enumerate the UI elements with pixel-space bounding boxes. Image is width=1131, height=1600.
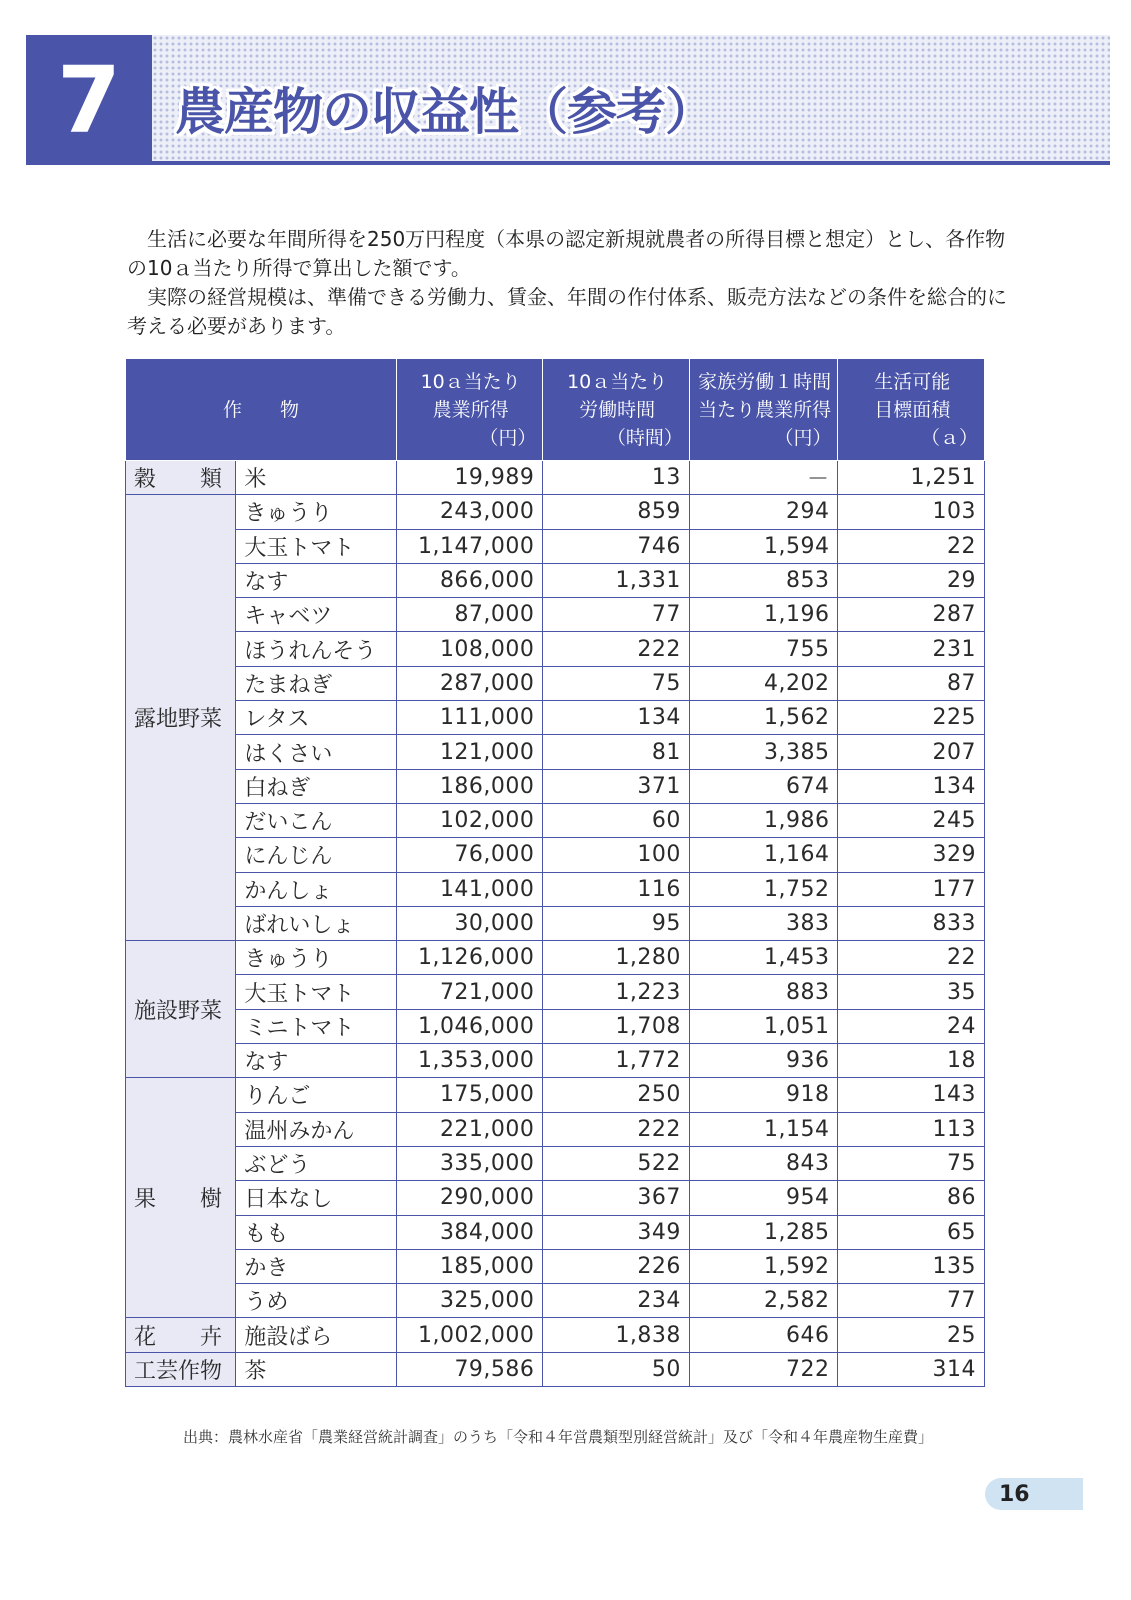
crop-name-cell: 大玉トマト <box>236 975 397 1009</box>
table-row <box>126 563 985 597</box>
table-body <box>126 461 985 1387</box>
income-per-hour-cell: 3,385 <box>689 735 838 769</box>
crop-name-cell: だいこん <box>236 803 397 837</box>
crop-name-cell: かき <box>236 1249 397 1283</box>
target-area-cell: 113 <box>838 1112 985 1146</box>
target-area-cell: 35 <box>838 975 985 1009</box>
income-cell: 290,000 <box>396 1181 543 1215</box>
crop-name-cell: なす <box>236 563 397 597</box>
crop-name-cell: 施設ばら <box>236 1318 397 1352</box>
header-hours <box>543 359 690 461</box>
crop-name-cell: ほうれんそう <box>236 632 397 666</box>
target-area-cell: 134 <box>838 769 985 803</box>
header-area-line2: 目標面積 <box>874 398 951 421</box>
target-area-cell: 25 <box>838 1318 985 1352</box>
header-perhour-unit: （円） <box>774 426 832 449</box>
target-area-cell: 87 <box>838 666 985 700</box>
income-per-hour-cell: 1,453 <box>689 941 838 975</box>
crop-name-cell: ぶどう <box>236 1146 397 1180</box>
page-number: 16 <box>985 1478 1083 1510</box>
header-rule <box>26 161 1110 165</box>
hours-cell: 1,331 <box>543 563 690 597</box>
target-area-cell: 22 <box>838 529 985 563</box>
target-area-cell: 77 <box>838 1284 985 1318</box>
crop-name-cell: レタス <box>236 701 397 735</box>
income-per-hour-cell: 936 <box>689 1044 838 1078</box>
income-cell: 221,000 <box>396 1112 543 1146</box>
income-cell: 1,126,000 <box>396 941 543 975</box>
hours-cell: 222 <box>543 1112 690 1146</box>
hours-cell: 522 <box>543 1146 690 1180</box>
category-cell: 施設野菜 <box>126 941 236 1078</box>
income-cell: 287,000 <box>396 666 543 700</box>
target-area-cell: 287 <box>838 598 985 632</box>
income-per-hour-cell: 1,196 <box>689 598 838 632</box>
hours-cell: 859 <box>543 495 690 529</box>
income-cell: 121,000 <box>396 735 543 769</box>
income-cell: 721,000 <box>396 975 543 1009</box>
income-per-hour-cell: 853 <box>689 563 838 597</box>
crop-name-cell: たまねぎ <box>236 666 397 700</box>
crop-name-cell: なす <box>236 1044 397 1078</box>
crop-name-cell: ミニトマト <box>236 1009 397 1043</box>
income-per-hour-cell: 722 <box>689 1352 838 1386</box>
table-row <box>126 1249 985 1283</box>
header-hours-line2: 労働時間 <box>579 398 656 421</box>
hours-cell: 81 <box>543 735 690 769</box>
hours-cell: 60 <box>543 803 690 837</box>
hours-cell: 1,772 <box>543 1044 690 1078</box>
income-cell: 1,046,000 <box>396 1009 543 1043</box>
hours-cell: 1,838 <box>543 1318 690 1352</box>
target-area-cell: 245 <box>838 803 985 837</box>
table-row <box>126 666 985 700</box>
crop-name-cell: りんご <box>236 1078 397 1112</box>
hours-cell: 100 <box>543 838 690 872</box>
target-area-cell: 143 <box>838 1078 985 1112</box>
target-area-cell: 24 <box>838 1009 985 1043</box>
income-cell: 76,000 <box>396 838 543 872</box>
table-row <box>126 872 985 906</box>
hours-cell: 226 <box>543 1249 690 1283</box>
hours-cell: 1,708 <box>543 1009 690 1043</box>
income-cell: 111,000 <box>396 701 543 735</box>
target-area-cell: 833 <box>838 906 985 940</box>
table-row <box>126 495 985 529</box>
income-cell: 108,000 <box>396 632 543 666</box>
crop-name-cell: はくさい <box>236 735 397 769</box>
table-row <box>126 1318 985 1352</box>
income-cell: 87,000 <box>396 598 543 632</box>
page-title: 農産物の収益性（参考） <box>175 83 714 141</box>
target-area-cell: 18 <box>838 1044 985 1078</box>
income-cell: 384,000 <box>396 1215 543 1249</box>
target-area-cell: 65 <box>838 1215 985 1249</box>
intro-paragraph-1: 生活に必要な年間所得を250万円程度（本県の認定新規就農者の所得目標と想定）とし、各作物の10ａ当たり所得で算出した額です。 <box>127 227 1006 280</box>
income-cell: 325,000 <box>396 1284 543 1318</box>
income-per-hour-cell: 918 <box>689 1078 838 1112</box>
income-per-hour-cell: 1,154 <box>689 1112 838 1146</box>
income-per-hour-cell: 2,582 <box>689 1284 838 1318</box>
income-per-hour-cell: 843 <box>689 1146 838 1180</box>
income-per-hour-cell: 1,986 <box>689 803 838 837</box>
table-row <box>126 1215 985 1249</box>
target-area-cell: 29 <box>838 563 985 597</box>
table-row <box>126 941 985 975</box>
table-row <box>126 803 985 837</box>
hours-cell: 1,280 <box>543 941 690 975</box>
table-row <box>126 769 985 803</box>
income-per-hour-cell: 883 <box>689 975 838 1009</box>
header-income-unit: （円） <box>479 426 537 449</box>
crop-name-cell: きゅうり <box>236 941 397 975</box>
header-income-line1: 10ａ当たり <box>420 370 521 393</box>
crop-name-cell: うめ <box>236 1284 397 1318</box>
hours-cell: 116 <box>543 872 690 906</box>
income-cell: 19,989 <box>396 461 543 495</box>
table-row <box>126 1044 985 1078</box>
income-cell: 185,000 <box>396 1249 543 1283</box>
crop-name-cell: 茶 <box>236 1352 397 1386</box>
income-per-hour-cell: 1,562 <box>689 701 838 735</box>
header-income <box>396 359 543 461</box>
target-area-cell: 329 <box>838 838 985 872</box>
income-per-hour-cell: 1,592 <box>689 1249 838 1283</box>
hours-cell: 134 <box>543 701 690 735</box>
header-crop: 作 物 <box>126 359 397 461</box>
target-area-cell: 135 <box>838 1249 985 1283</box>
table-row <box>126 461 985 495</box>
income-cell: 141,000 <box>396 872 543 906</box>
table-row <box>126 1146 985 1180</box>
crop-name-cell: もも <box>236 1215 397 1249</box>
crop-name-cell: 温州みかん <box>236 1112 397 1146</box>
hours-cell: 349 <box>543 1215 690 1249</box>
income-cell: 175,000 <box>396 1078 543 1112</box>
target-area-cell: 314 <box>838 1352 985 1386</box>
income-cell: 1,147,000 <box>396 529 543 563</box>
table-row <box>126 529 985 563</box>
hours-cell: 13 <box>543 461 690 495</box>
hours-cell: 222 <box>543 632 690 666</box>
target-area-cell: 75 <box>838 1146 985 1180</box>
target-area-cell: 225 <box>838 701 985 735</box>
category-cell: 工芸作物 <box>126 1352 236 1386</box>
hours-cell: 95 <box>543 906 690 940</box>
crop-name-cell: 大玉トマト <box>236 529 397 563</box>
income-cell: 186,000 <box>396 769 543 803</box>
table-row <box>126 1284 985 1318</box>
header-hours-unit: （時間） <box>606 426 683 449</box>
header-area-line1: 生活可能 <box>874 370 951 393</box>
header-perhour-line2: 当たり農業所得 <box>698 398 832 421</box>
profitability-table <box>125 358 985 1387</box>
category-cell: 果 樹 <box>126 1078 236 1318</box>
crop-name-cell: キャベツ <box>236 598 397 632</box>
table-row <box>126 1181 985 1215</box>
income-per-hour-cell: － <box>689 461 838 495</box>
hours-cell: 371 <box>543 769 690 803</box>
income-per-hour-cell: 755 <box>689 632 838 666</box>
hours-cell: 367 <box>543 1181 690 1215</box>
income-cell: 335,000 <box>396 1146 543 1180</box>
income-per-hour-cell: 294 <box>689 495 838 529</box>
table-row <box>126 632 985 666</box>
crop-name-cell: 白ねぎ <box>236 769 397 803</box>
target-area-cell: 22 <box>838 941 985 975</box>
table-row <box>126 701 985 735</box>
table-row <box>126 906 985 940</box>
income-per-hour-cell: 1,594 <box>689 529 838 563</box>
target-area-cell: 207 <box>838 735 985 769</box>
header-area-unit: （ａ） <box>920 426 978 449</box>
intro-paragraph-2: 実際の経営規模は、準備できる労働力、賃金、年間の作付体系、販売方法などの条件を総合的に考える必要があります。 <box>127 285 1007 338</box>
table-header-row <box>126 359 985 461</box>
income-per-hour-cell: 1,752 <box>689 872 838 906</box>
income-cell: 30,000 <box>396 906 543 940</box>
target-area-cell: 86 <box>838 1181 985 1215</box>
table-row <box>126 1009 985 1043</box>
target-area-cell: 177 <box>838 872 985 906</box>
crop-name-cell: 日本なし <box>236 1181 397 1215</box>
table-row <box>126 1112 985 1146</box>
income-per-hour-cell: 674 <box>689 769 838 803</box>
category-cell: 穀 類 <box>126 461 236 495</box>
hours-cell: 1,223 <box>543 975 690 1009</box>
header-area <box>838 359 985 461</box>
section-number: 7 <box>26 35 152 165</box>
crop-name-cell: きゅうり <box>236 495 397 529</box>
target-area-cell: 231 <box>838 632 985 666</box>
crop-name-cell: かんしょ <box>236 872 397 906</box>
income-per-hour-cell: 1,285 <box>689 1215 838 1249</box>
category-cell: 露地野菜 <box>126 495 236 941</box>
income-cell: 79,586 <box>396 1352 543 1386</box>
income-per-hour-cell: 1,051 <box>689 1009 838 1043</box>
table-row <box>126 838 985 872</box>
income-per-hour-cell: 383 <box>689 906 838 940</box>
income-cell: 866,000 <box>396 563 543 597</box>
income-cell: 243,000 <box>396 495 543 529</box>
income-per-hour-cell: 1,164 <box>689 838 838 872</box>
income-cell: 102,000 <box>396 803 543 837</box>
hours-cell: 75 <box>543 666 690 700</box>
hours-cell: 50 <box>543 1352 690 1386</box>
header-income-line2: 農業所得 <box>432 398 509 421</box>
table-row <box>126 975 985 1009</box>
income-per-hour-cell: 4,202 <box>689 666 838 700</box>
hours-cell: 250 <box>543 1078 690 1112</box>
table-row <box>126 598 985 632</box>
target-area-cell: 1,251 <box>838 461 985 495</box>
target-area-cell: 103 <box>838 495 985 529</box>
crop-name-cell: にんじん <box>236 838 397 872</box>
crop-name-cell: ばれいしょ <box>236 906 397 940</box>
table-row <box>126 735 985 769</box>
table-row <box>126 1078 985 1112</box>
hours-cell: 77 <box>543 598 690 632</box>
income-cell: 1,002,000 <box>396 1318 543 1352</box>
crop-name-cell: 米 <box>236 461 397 495</box>
category-cell: 花 卉 <box>126 1318 236 1352</box>
income-cell: 1,353,000 <box>396 1044 543 1078</box>
intro-text <box>127 225 1007 341</box>
hours-cell: 746 <box>543 529 690 563</box>
hours-cell: 234 <box>543 1284 690 1318</box>
header-hours-line1: 10ａ当たり <box>567 370 668 393</box>
table-row <box>126 1352 985 1386</box>
income-per-hour-cell: 954 <box>689 1181 838 1215</box>
income-per-hour-cell: 646 <box>689 1318 838 1352</box>
header-perhour <box>689 359 838 461</box>
header-perhour-line1: 家族労働１時間 <box>698 370 832 393</box>
source-note: 出典：農林水産省「農業経営統計調査」のうち「令和４年営農類型別経営統計」及び「令和４年農産物生産費」 <box>183 1428 934 1446</box>
